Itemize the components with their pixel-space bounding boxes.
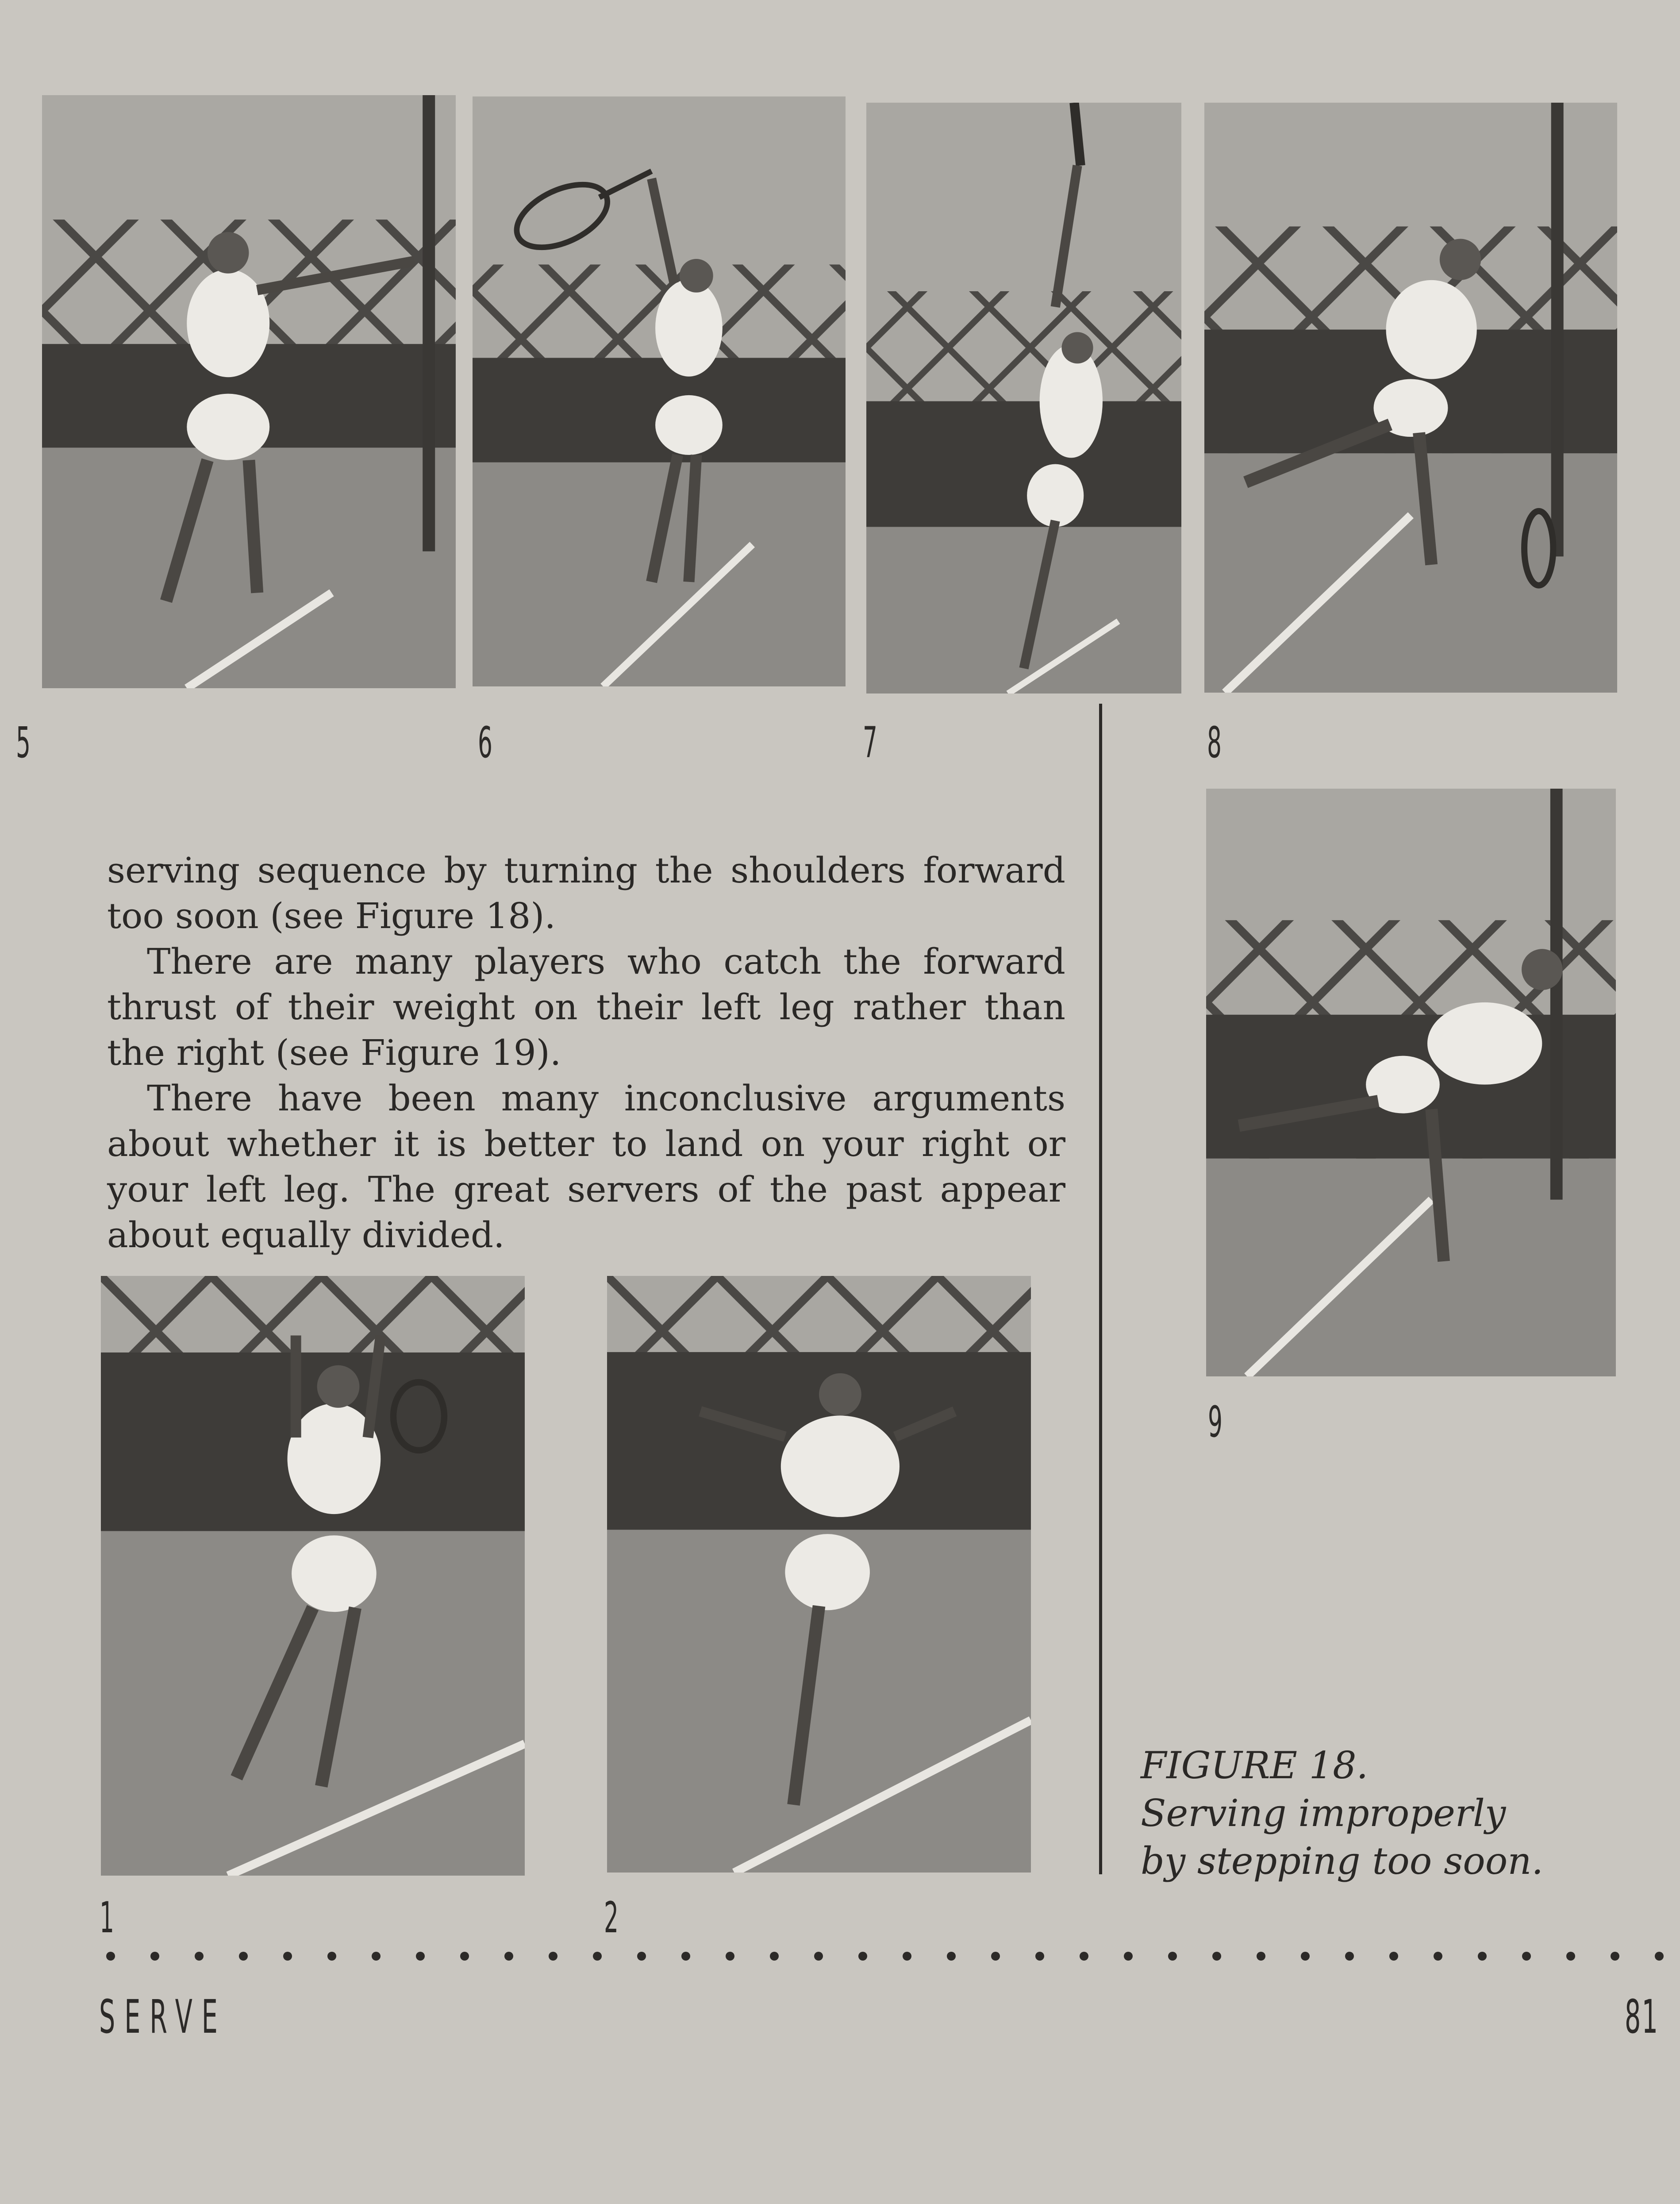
paragraph-3: There have been many inconclusive arguments about whether it is better to land on your right or your left leg. The great servers of the past appear about equally divided. <box>107 1078 1065 1256</box>
page-number: 81 <box>1625 1990 1659 2044</box>
figure-number-8: 8 <box>1207 718 1222 767</box>
serve-photo-1 <box>101 1276 525 1876</box>
figure-number-7: 7 <box>863 718 877 767</box>
figure-number-2: 2 <box>604 1893 619 1942</box>
caption-line-3: by stepping too soon. <box>1141 1839 1544 1883</box>
figure-number-1: 1 <box>100 1893 114 1942</box>
figure-caption <box>1141 1742 1544 1885</box>
serve-photo-7 <box>866 103 1181 694</box>
figure-number-9: 9 <box>1208 1397 1223 1447</box>
serve-photo-5 <box>42 95 456 688</box>
serve-photo-8 <box>1204 103 1617 693</box>
figure-number-6: 6 <box>478 718 492 767</box>
paragraph-1: serving sequence by turning the shoulders forward too soon (see Figure 18). <box>107 850 1065 936</box>
paragraph-2: There are many players who catch the forward thrust of their weight on their left leg rather than the right (see Figure 19). <box>107 941 1065 1073</box>
running-footer-section: SERVE <box>99 1990 227 2044</box>
caption-line-2: Serving improperly <box>1141 1792 1506 1835</box>
dotted-rule <box>102 1947 1668 1965</box>
vertical-divider <box>1099 704 1102 1874</box>
figure-number-5: 5 <box>16 718 31 767</box>
serve-photo-2 <box>607 1276 1031 1873</box>
body-text <box>107 848 1065 1258</box>
serve-photo-6 <box>473 96 846 686</box>
serve-photo-9 <box>1206 789 1616 1376</box>
caption-title: FIGURE 18. <box>1141 1744 1369 1787</box>
